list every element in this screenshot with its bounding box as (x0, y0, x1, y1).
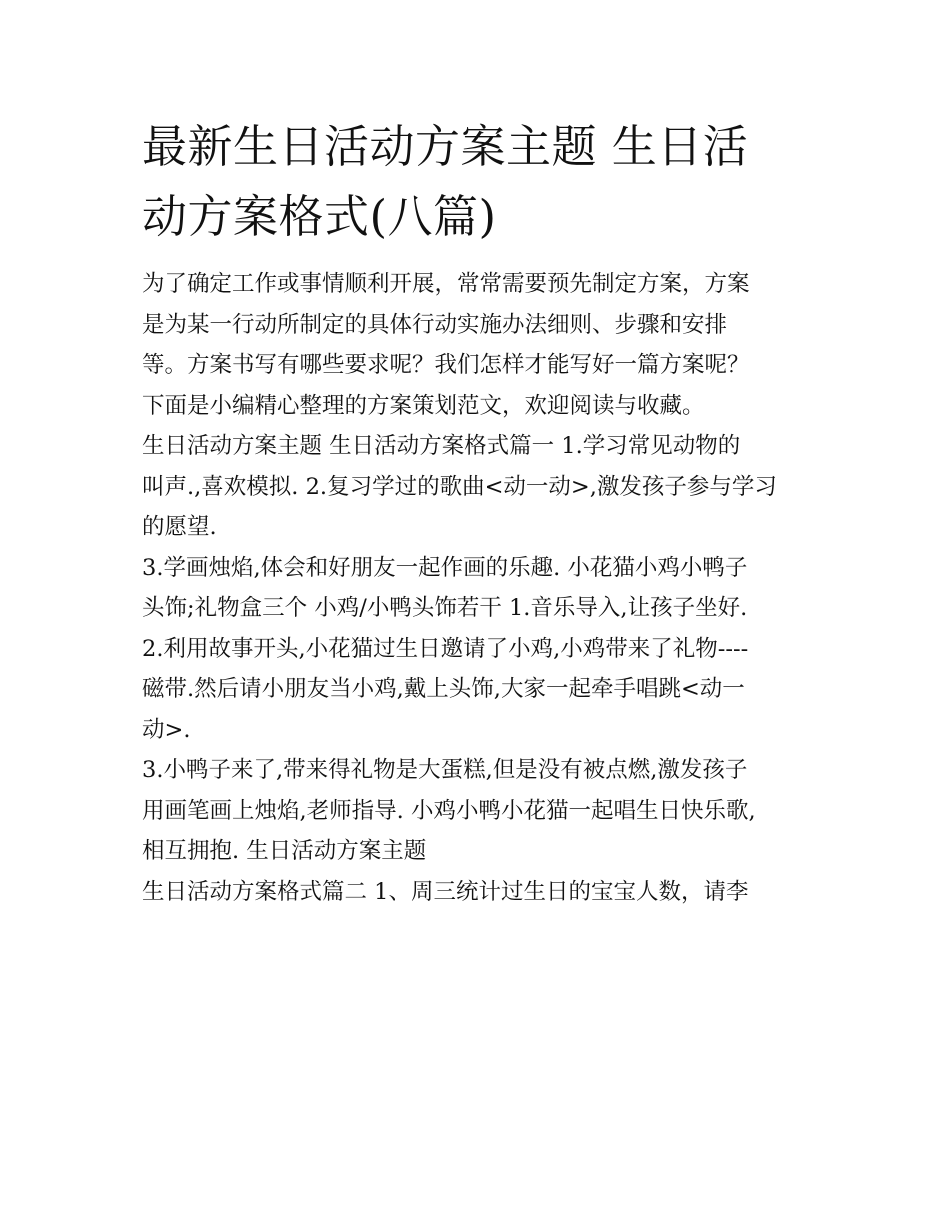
intro-paragraph (142, 264, 822, 426)
activity-steps-paragraph (142, 548, 822, 751)
text-line: 叫声.,喜欢模拟. 2.复习学过的歌曲<动一动>,激发孩子参与学习 (142, 473, 777, 500)
title-line: 动方案格式(八篇) (142, 190, 497, 243)
document-title (142, 112, 822, 252)
title-line: 最新生日活动方案主题 生日活 (142, 120, 749, 173)
text-line: 动>. (142, 716, 191, 743)
section-one-paragraph (142, 426, 822, 548)
text-line: 等。方案书写有哪些要求呢？我们怎样才能写好一篇方案呢？ (142, 352, 750, 378)
section-two-paragraph (142, 872, 822, 913)
document-content (142, 112, 822, 912)
text-line: 3.小鸭子来了,带来得礼物是大蛋糕,但是没有被点燃,激发孩子 (142, 757, 748, 783)
text-line: 下面是小编精心整理的方案策划范文，欢迎阅读与收藏。 (142, 392, 705, 419)
text-line: 生日活动方案格式篇二 1、周三统计过生日的宝宝人数，请李 (142, 878, 749, 905)
text-line: 2.利用故事开头,小花猫过生日邀请了小鸡,小鸡带来了礼物---- (142, 635, 749, 662)
text-line: 为了确定工作或事情顺利开展，常常需要预先制定方案，方案 (142, 271, 750, 297)
text-line: 相互拥抱. 生日活动方案主题 (142, 838, 427, 864)
activity-ending-paragraph (142, 750, 822, 872)
text-line: 的愿望. (142, 514, 217, 540)
text-line: 用画笔画上烛焰,老师指导. 小鸡小鸭小花猫一起唱生日快乐歌, (142, 797, 756, 824)
text-line: 磁带.然后请小朋友当小鸡,戴上头饰,大家一起牵手唱跳<动一 (142, 676, 745, 702)
text-line: 3.学画烛焰,体会和好朋友一起作画的乐趣. 小花猫小鸡小鸭子 (142, 554, 748, 581)
text-line: 头饰;礼物盒三个 小鸡/小鸭头饰若干 1.音乐导入,让孩子坐好. (142, 595, 748, 621)
text-line: 生日活动方案主题 生日活动方案格式篇一 1.学习常见动物的 (142, 433, 741, 459)
text-line: 是为某一行动所制定的具体行动实施办法细则、步骤和安排 (142, 311, 728, 338)
